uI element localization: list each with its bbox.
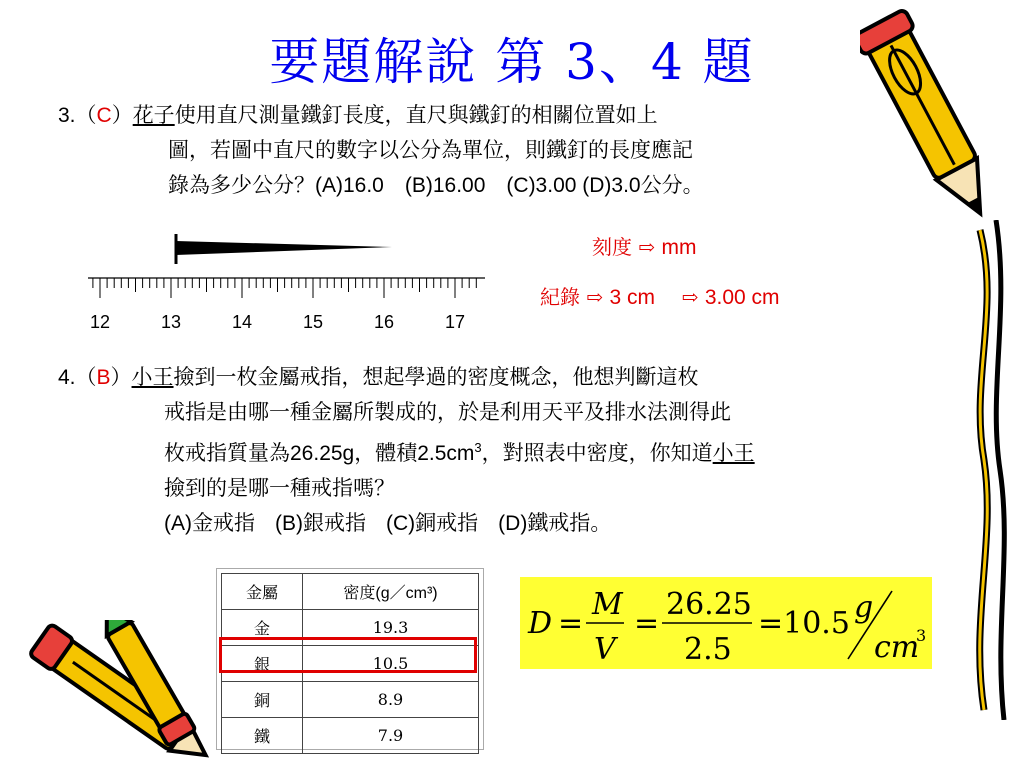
formula-v: V [594, 632, 616, 667]
option-c: 銅戒指 [415, 511, 479, 535]
person-name: 小王 [712, 441, 755, 465]
ruler-nail-figure [80, 228, 490, 338]
question-text-values [58, 430, 755, 471]
question-text: 公分。 [640, 173, 704, 197]
formula-equals: = [558, 606, 584, 641]
scale-value: mm [661, 236, 697, 259]
nail-icon [176, 234, 392, 264]
option-a: 金戒指 [192, 511, 255, 535]
question-text-options [58, 168, 704, 203]
question-text: 枚戒指質量為 [164, 441, 290, 465]
pencils-icon [0, 620, 220, 768]
formula-denominator: 2.5 [684, 632, 732, 667]
question-text: 圖，若圖中直尺的數字以公分為單位，則鐵釘的長度應記 [168, 138, 693, 162]
answer-close-bracket: ） [110, 365, 132, 389]
page-title: 要題解說 第 3、4 題 [269, 33, 755, 91]
answer-letter: B [96, 366, 111, 389]
ruler-labels [90, 312, 465, 332]
metal-cell: 銀 [222, 646, 303, 682]
answer-options: (A)16.0 (B)16.00 (C)3.00 (D)3.0 [315, 174, 641, 197]
arrow-icon: ⇨ [638, 235, 656, 259]
formula-unit-g: g [854, 590, 874, 625]
question-text: 戒指是由哪一種金屬所製成的，於是利用天平及排水法測得此 [164, 400, 731, 424]
metal-cell: 鐵 [222, 718, 303, 754]
metal-cell: 金 [222, 610, 303, 646]
ruler-label: 12 [89, 312, 111, 332]
table-header-row [222, 574, 479, 610]
option-c-label: (C) [386, 512, 416, 535]
question-text: ，體積 [354, 441, 418, 465]
answer-close-bracket: ） [111, 103, 133, 127]
answer-open-bracket: （ [75, 365, 97, 389]
highlight-box [219, 637, 477, 673]
question-text: 使用直尺測量鐵釘長度，直尺與鐵釘的相關位置如上 [174, 103, 658, 127]
pencil-icon [860, 4, 1010, 244]
pencil-icon [950, 220, 1024, 720]
ruler-icon [88, 278, 485, 298]
mass-value: 26.25g [290, 442, 355, 465]
volume-exponent: 3 [474, 440, 482, 455]
formula-unit-cm: cm [874, 630, 920, 665]
formula-equals: = [634, 606, 660, 641]
ruler-label: 14 [231, 312, 253, 332]
column-header: 金屬 [222, 574, 303, 610]
ruler-label: 16 [373, 312, 395, 332]
question-3 [58, 98, 704, 203]
person-name: 花子 [132, 103, 175, 127]
person-name: 小王 [131, 365, 174, 389]
answer-letter: C [96, 104, 112, 127]
formula-result: =10.5 [758, 606, 850, 641]
density-table-frame [216, 568, 484, 750]
answer-options [58, 506, 755, 541]
formula-d: D [528, 606, 553, 641]
option-a-label: (A) [164, 512, 192, 535]
option-b: 銀戒指 [303, 511, 366, 535]
formula-unit-exponent: 3 [916, 626, 927, 645]
question-text: 撿到一枚金屬戒指，想起學過的密度概念，他想判斷這枚 [173, 365, 699, 389]
column-header: 密度(g／cm³) [303, 574, 479, 610]
arrow-icon: ⇨ [586, 285, 604, 309]
ruler-label: 13 [160, 312, 182, 332]
record-value-1: 3 cm [609, 286, 655, 309]
formula-m: M [592, 587, 623, 622]
formula-numerator: 26.25 [666, 587, 752, 622]
record-value-2: 3.00 cm [704, 286, 780, 309]
scale-note [592, 231, 696, 260]
option-d: 鐵戒指 [527, 511, 591, 535]
option-d-label: (D) [498, 512, 528, 535]
question-4 [58, 360, 755, 541]
option-b-label: (B) [275, 512, 303, 535]
question-text: 撿到的是哪一種戒指嗎？ [164, 476, 395, 500]
scale-label: 刻度 [592, 235, 632, 259]
record-label: 紀錄 [540, 285, 580, 309]
question-text: ，對照表中密度，你知道 [481, 441, 713, 465]
density-cell: 7.9 [303, 718, 479, 754]
density-cell: 19.3 [303, 610, 479, 646]
question-text: 錄為多少公分？ [168, 173, 315, 197]
ruler-label: 17 [444, 312, 466, 332]
answer-open-bracket: （ [75, 103, 97, 127]
option-end: 。 [590, 511, 612, 535]
question-number: 4. [58, 366, 76, 389]
density-cell: 10.5 [303, 646, 479, 682]
question-number: 3. [58, 104, 76, 127]
metal-cell: 銅 [222, 682, 303, 718]
record-note [540, 281, 780, 310]
arrow-icon: ⇨ [681, 285, 699, 309]
table-row [222, 682, 479, 718]
ruler-label: 15 [302, 312, 324, 332]
density-cell: 8.9 [303, 682, 479, 718]
volume-value: 2.5cm [417, 442, 475, 465]
density-formula [520, 577, 932, 669]
table-row [222, 718, 479, 754]
